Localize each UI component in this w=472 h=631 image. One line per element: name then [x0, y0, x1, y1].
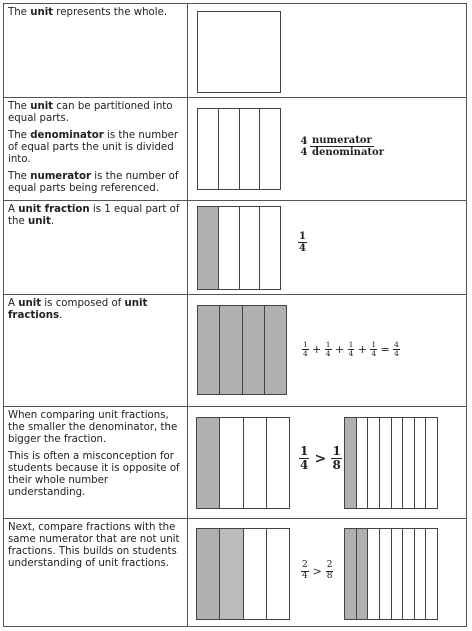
shaded-part: [265, 306, 286, 394]
unshaded-part: [392, 529, 404, 619]
two-eighths-bar: [344, 528, 438, 620]
unshaded-part: [368, 418, 380, 508]
unshaded-part: [260, 207, 280, 289]
shaded-part: [197, 529, 220, 619]
row-description: A unit fraction is 1 equal part of the unit.: [4, 201, 188, 294]
unshaded-part: [219, 109, 240, 189]
unshaded-part: [244, 418, 267, 508]
table-row: [4, 4, 466, 98]
shaded-part: [220, 306, 242, 394]
unshaded-part: [392, 418, 404, 508]
row-model: [188, 407, 466, 518]
shaded-part: [357, 529, 369, 619]
row-description: The unit can be partitioned into equal parts. The denominator is the number of equal parts the unit is divided into. The numerator is the number of equal parts being referenced.: [4, 98, 188, 200]
numerator-denominator-label: 4 numerator 4 denominator: [300, 135, 384, 158]
row-model: [188, 201, 466, 294]
two-fourths-bar: [196, 528, 290, 620]
unshaded-part: [219, 207, 240, 289]
unshaded-part: [357, 418, 369, 508]
fraction-concepts-table: [3, 3, 467, 627]
unshaded-part: [380, 529, 392, 619]
unshaded-part: [198, 109, 219, 189]
unshaded-part: [426, 529, 437, 619]
unshaded-part: [244, 529, 267, 619]
shaded-part: [198, 207, 219, 289]
unshaded-part: [198, 12, 280, 92]
unshaded-part: [415, 418, 427, 508]
shaded-part: [243, 306, 265, 394]
unshaded-part: [415, 529, 427, 619]
unshaded-part: [380, 418, 392, 508]
row-model: [188, 98, 466, 200]
table-row: [4, 201, 466, 295]
two-fourths-greater-than-two-eighths: $\frac{2}{4}$ > $\frac{2}{8}$: [302, 560, 333, 581]
unshaded-part: [260, 109, 280, 189]
row-description: Next, compare fractions with the same numerator that are not unit fractions. This builds on students understanding of unit fractions.: [4, 519, 188, 627]
fourths-comparison-bar: [196, 417, 290, 509]
shaded-part: [197, 418, 220, 508]
row-model: [188, 295, 466, 406]
one-fourth-greater-than-one-eighth: $\frac{1}{4}$ > $\frac{1}{8}$: [300, 444, 341, 473]
fourths-bar: [197, 108, 281, 190]
one-fourth-fraction: $\frac{1}{4}$: [299, 231, 306, 254]
unshaded-part: [403, 418, 415, 508]
unit-fraction-bar: [197, 206, 281, 290]
unshaded-part: [240, 109, 261, 189]
unshaded-part: [403, 529, 415, 619]
unshaded-part: [267, 418, 289, 508]
eighths-comparison-bar: [344, 417, 438, 509]
unshaded-part: [220, 418, 243, 508]
shaded-part: [220, 529, 243, 619]
table-row: [4, 98, 466, 201]
shaded-part: [345, 418, 357, 508]
table-row: [4, 519, 466, 627]
shaded-part: [198, 306, 220, 394]
composed-unit-bar: [197, 305, 287, 395]
unshaded-part: [426, 418, 437, 508]
row-description: When comparing unit fractions, the smaller the denominator, the bigger the fraction. This is often a misconception for students because it is opposite of their whole number understanding.: [4, 407, 188, 518]
whole-unit-square: [197, 11, 281, 93]
unshaded-part: [240, 207, 261, 289]
unshaded-part: [368, 529, 380, 619]
row-description: The unit represents the whole.: [4, 4, 188, 97]
shaded-part: [345, 529, 357, 619]
row-model: [188, 4, 466, 97]
table-row: [4, 295, 466, 407]
row-model: [188, 519, 466, 627]
row-description: A unit is composed of unit fractions.: [4, 295, 188, 406]
unshaded-part: [267, 529, 289, 619]
unit-fractions-sum: $\frac{1}{4}$ + $\frac{1}{4}$ + $\frac{1}{4}$ + $\frac{1}{4}$ = $\frac{4}{4}$: [303, 340, 399, 359]
table-row: [4, 407, 466, 519]
